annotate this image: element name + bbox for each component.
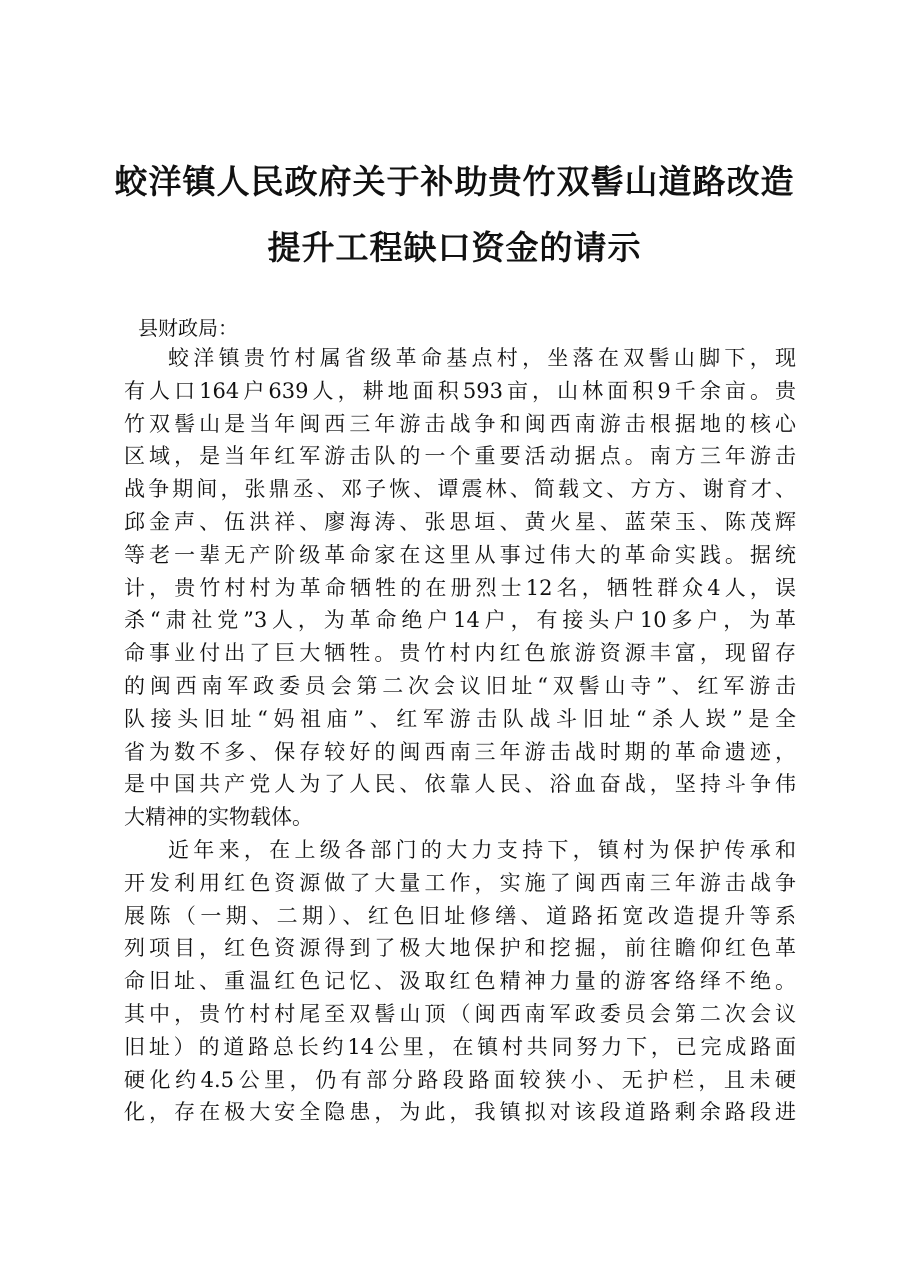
paragraph-2-line: 近年来，在上级各部门的大力支持下，镇村为保护传承和 [168,837,796,862]
document-title-line-2: 提升工程缺口资金的请示 [267,228,642,267]
paragraph-1-line: 战争期间，张鼎丞、邓子恢、谭震林、简载文、方方、谢育才、 [124,477,796,502]
paragraph-1-line: 命事业付出了巨大牺牲。贵竹村内红色旅游资源丰富，现留存 [124,641,796,666]
paragraph-1-line: 队接头旧址“妈祖庙”、红军游击队战斗旧址“杀人崁”是全 [124,706,796,731]
document-title-line-1: 蛟洋镇人民政府关于补助贵竹双髻山道路改造 [114,162,795,201]
paragraph-1-line: 是中国共产党人为了人民、依靠人民、浴血奋战，坚持斗争伟 [124,772,796,797]
paragraph-1-line: 竹双髻山是当年闽西三年游击战争和闽西南游击根据地的核心 [124,411,796,436]
paragraph-2-line: 开发利用红色资源做了大量工作，实施了闽西南三年游击战争 [124,870,796,895]
paragraph-1-line: 蛟洋镇贵竹村属省级革命基点村，坐落在双髻山脚下，现 [168,346,796,370]
paragraph-1-line: 计，贵竹村村为革命牺牲的在册烈士12名，牺牲群众4人，误 [124,575,796,600]
paragraph-2-line: 化，存在极大安全隐患，为此，我镇拟对该段道路剩余路段进 [124,1100,796,1125]
paragraph-1-line: 杀“肃社党”3人，为革命绝户14户，有接头户10多户，为革 [124,608,796,633]
paragraph-2-line: 其中，贵竹村村尾至双髻山顶（闽西南军政委员会第二次会议 [124,1001,796,1026]
paragraph-1-line: 邱金声、伍洪祥、廖海涛、张思垣、黄火星、蓝荣玉、陈茂辉 [124,509,796,534]
paragraph-1-line: 的闽西南军政委员会第二次会议旧址“双髻山寺”、红军游击 [124,673,796,698]
paragraph-1-line: 省为数不多、保存较好的闽西南三年游击战时期的革命遗迹， [124,739,796,764]
paragraph-2-line: 列项目，红色资源得到了极大地保护和挖掘，前往瞻仰红色革 [124,936,796,961]
paragraph-1-line: 区域，是当年红军游击队的一个重要活动据点。南方三年游击 [124,444,796,469]
paragraph-2-line: 旧址）的道路总长约14公里，在镇村共同努力下，已完成路面 [124,1034,796,1059]
document-body [124,342,796,1129]
paragraph-1-line: 大精神的实物载体。 [124,805,313,830]
paragraph-2-line: 命旧址、重温红色记忆、汲取红色精神力量的游客络绎不绝。 [124,969,796,994]
paragraph-1-line: 等老一辈无产阶级革命家在这里从事过伟大的革命实践。据统 [124,542,796,567]
salutation: 县财政局： [138,316,238,340]
paragraph-1-line: 有人口164户639人，耕地面积593亩，山林面积9千余亩。贵 [124,378,796,403]
paragraph-2-line: 展陈（一期、二期）、红色旧址修缮、道路拓宽改造提升等系 [124,903,796,928]
paragraph-2-line: 硬化约4.5公里，仍有部分路段路面较狭小、无护栏，且未硬 [124,1067,796,1092]
